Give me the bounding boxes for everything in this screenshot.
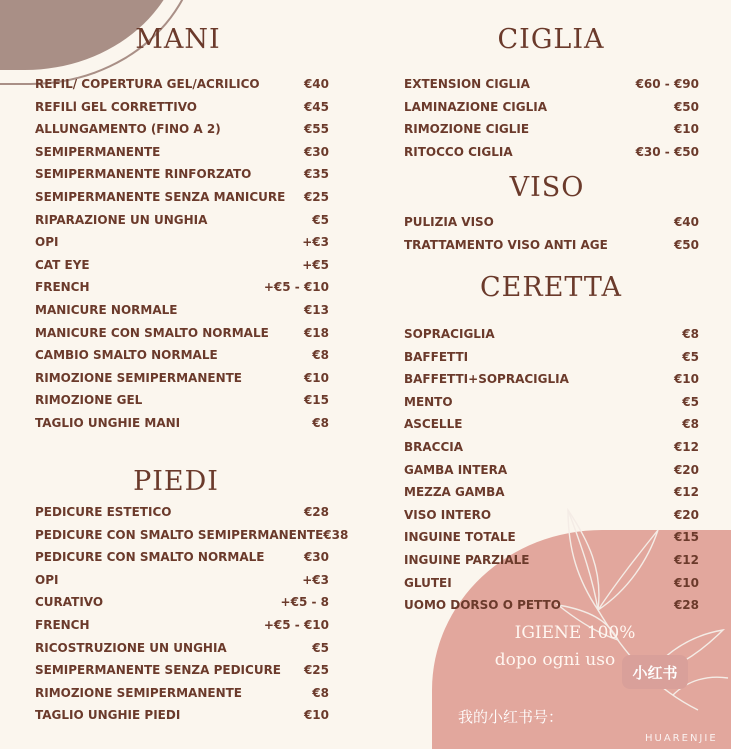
piedi-item <box>35 550 329 564</box>
piedi-item-price: €25 <box>303 663 329 678</box>
piedi-item-price: €5 <box>312 640 329 655</box>
piedi-item <box>35 595 329 609</box>
piedi-item-price: €28 <box>303 505 329 519</box>
mani-item <box>35 303 329 317</box>
mani-item-name: TAGLIO UNGHIE MANI <box>35 416 181 430</box>
igiene-line-2: dopo ogni uso <box>494 650 616 670</box>
mani-item-name: RIPARAZIONE UN UNGHIA <box>35 212 208 227</box>
mani-item-price: +€3 <box>302 235 329 250</box>
ceretta-item-name: BAFFETTI+SOPRACIGLIA <box>404 372 569 387</box>
mani-item-price: €8 <box>312 348 329 363</box>
ceretta-item-name: GAMBA INTERA <box>404 462 508 477</box>
mani-item <box>35 167 329 181</box>
mani-item <box>35 371 329 385</box>
ceretta-item <box>404 327 699 341</box>
mani-item-price: €8 <box>312 416 329 430</box>
mani-item <box>35 235 329 249</box>
ceretta-item <box>404 485 699 499</box>
ciglia-item-name: RITOCCO CIGLIA <box>404 144 513 159</box>
mani-item-name: OPI <box>35 235 59 250</box>
mani-item-name: SEMIPERMANENTE <box>35 144 161 159</box>
piedi-item <box>35 708 329 722</box>
ceretta-item <box>404 350 699 364</box>
piedi-item <box>35 641 329 655</box>
ceretta-item <box>404 417 699 431</box>
ceretta-item-name: VISO INTERO <box>404 507 492 522</box>
watermark-brand: HUARENJIE <box>645 733 718 744</box>
viso-item-price: €40 <box>673 215 699 229</box>
piedi-item-price: €8 <box>312 685 329 700</box>
mani-item-price: €15 <box>303 393 329 408</box>
mani-item-name: MANICURE CON SMALTO NORMALE <box>35 325 269 340</box>
mani-item <box>35 190 329 204</box>
ceretta-item-name: MENTO <box>404 394 453 409</box>
mani-item <box>35 122 329 136</box>
mani-item-name: MANICURE NORMALE <box>35 303 178 317</box>
mani-item-name: CAMBIO SMALTO NORMALE <box>35 348 218 363</box>
mani-item <box>35 77 329 91</box>
mani-item-price: €55 <box>303 122 329 137</box>
ceretta-item <box>404 576 699 590</box>
mani-item-price: €18 <box>303 325 329 340</box>
ceretta-item-name: BRACCIA <box>404 440 464 454</box>
mani-item <box>35 145 329 159</box>
viso-item-name: PULIZIA VISO <box>404 215 494 229</box>
section-title-ceretta: CERETTA <box>480 272 622 303</box>
piedi-item-name: PEDICURE ESTETICO <box>35 505 172 519</box>
mani-item <box>35 326 329 340</box>
mani-item-price: €40 <box>303 77 329 91</box>
ciglia-item <box>404 145 699 159</box>
piedi-item <box>35 573 329 587</box>
ceretta-item <box>404 463 699 477</box>
section-title-piedi: PIEDI <box>133 466 219 497</box>
ciglia-item <box>404 122 699 136</box>
piedi-item <box>35 527 349 542</box>
piedi-item <box>35 618 329 632</box>
ciglia-item-name: LAMINAZIONE CIGLIA <box>404 99 547 114</box>
ciglia-item-price: €50 <box>673 99 699 114</box>
mani-item-name: SEMIPERMANENTE RINFORZATO <box>35 167 252 182</box>
piedi-item-price: +€3 <box>302 572 329 587</box>
piedi-item-name: CURATIVO <box>35 595 104 610</box>
ceretta-item-name: INGUINE TOTALE <box>404 530 516 545</box>
viso-item-name: TRATTAMENTO VISO ANTI AGE <box>404 237 608 252</box>
viso-item-price: €50 <box>673 237 699 252</box>
piedi-item <box>35 686 329 700</box>
ciglia-item-price: €30 - €50 <box>635 144 699 159</box>
mani-item <box>35 258 329 272</box>
piedi-item-price: €10 <box>303 708 329 723</box>
ceretta-item <box>404 372 699 386</box>
ceretta-item <box>404 598 699 612</box>
ciglia-item-price: €60 - €90 <box>635 77 699 91</box>
mani-item-name: ALLUNGAMENTO (FINO A 2) <box>35 122 221 137</box>
piedi-item-name: TAGLIO UNGHIE PIEDI <box>35 708 181 723</box>
ceretta-item-price: €12 <box>673 553 699 567</box>
mani-item-name: REFILl GEL CORRETTIVO <box>35 99 197 114</box>
ceretta-item <box>404 508 699 522</box>
ceretta-item <box>404 440 699 454</box>
section-title-viso: VISO <box>509 172 585 203</box>
mani-item-name: FRENCH <box>35 280 90 295</box>
mani-item-price: €45 <box>303 99 329 114</box>
watermark-id-line: 我的小红书号： <box>458 708 564 726</box>
ciglia-item <box>404 77 699 91</box>
mani-item-price: €25 <box>303 190 329 204</box>
piedi-item-name: FRENCH <box>35 618 90 632</box>
ciglia-item-name: EXTENSION CIGLIA <box>404 77 530 91</box>
mani-item <box>35 393 329 407</box>
ceretta-item-name: UOMO DORSO O PETTO <box>404 598 561 613</box>
ceretta-item <box>404 553 699 567</box>
ceretta-item-price: €12 <box>673 440 699 454</box>
ceretta-item-price: €5 <box>682 349 699 364</box>
mani-item-price: €5 <box>312 212 329 227</box>
ceretta-item-price: €5 <box>682 394 699 409</box>
ceretta-item-price: €8 <box>682 327 699 341</box>
mani-item-name: RIMOZIONE GEL <box>35 393 143 408</box>
ceretta-item-price: €28 <box>673 598 699 613</box>
piedi-item-price: +€5 - 8 <box>280 595 329 610</box>
mani-item-name: REFIL/ COPERTURA GEL/ACRILICO <box>35 77 260 91</box>
viso-item <box>404 238 699 252</box>
mani-item-price: €35 <box>303 167 329 182</box>
mani-item-price: €10 <box>303 370 329 385</box>
ceretta-item-price: €12 <box>673 485 699 500</box>
ceretta-item-name: ASCELLE <box>404 417 463 432</box>
ceretta-item-name: MEZZA GAMBA <box>404 485 505 500</box>
ciglia-item-price: €10 <box>673 122 699 137</box>
mani-item-name: CAT EYE <box>35 257 90 272</box>
mani-item-name: RIMOZIONE SEMIPERMANENTE <box>35 370 243 385</box>
ceretta-item-name: GLUTEI <box>404 575 452 590</box>
piedi-item-price: €38 <box>323 527 349 542</box>
mani-item-price: €30 <box>303 144 329 159</box>
xiaohongshu-badge: 小红书 <box>622 655 688 689</box>
ceretta-item <box>404 395 699 409</box>
piedi-item-name: PEDICURE CON SMALTO NORMALE <box>35 550 265 565</box>
piedi-item-name: SEMIPERMANENTE SENZA PEDICURE <box>35 663 282 678</box>
ceretta-item-name: INGUINE PARZIALE <box>404 553 530 567</box>
mani-item <box>35 280 329 294</box>
piedi-item <box>35 663 329 677</box>
ceretta-item-price: €8 <box>682 417 699 432</box>
piedi-item <box>35 505 329 519</box>
piedi-item-name: PEDICURE CON SMALTO SEMIPERMANENTE <box>35 527 324 542</box>
piedi-item-price: €30 <box>303 550 329 565</box>
ceretta-item-price: €20 <box>673 462 699 477</box>
mani-item <box>35 416 329 430</box>
mani-item <box>35 348 329 362</box>
ceretta-item-name: BAFFETTI <box>404 349 469 364</box>
mani-item-name: SEMIPERMANENTE SENZA MANICURE <box>35 190 286 204</box>
ceretta-item <box>404 530 699 544</box>
piedi-item-price: +€5 - €10 <box>263 618 329 632</box>
mani-item <box>35 213 329 227</box>
ceretta-item-price: €20 <box>673 507 699 522</box>
ceretta-item-price: €10 <box>673 575 699 590</box>
igiene-line-1: IGIENE 100% <box>514 623 636 643</box>
mani-item <box>35 100 329 114</box>
viso-item <box>404 215 699 229</box>
section-title-ciglia: CIGLIA <box>497 24 605 55</box>
mani-item-price: €13 <box>303 303 329 317</box>
section-title-mani: MANI <box>135 24 221 55</box>
mani-item-price: +€5 - €10 <box>263 280 329 295</box>
ciglia-item-name: RIMOZIONE CIGLIE <box>404 122 530 137</box>
piedi-item-name: RICOSTRUZIONE UN UNGHIA <box>35 640 227 655</box>
piedi-item-name: OPI <box>35 572 59 587</box>
piedi-item-name: RIMOZIONE SEMIPERMANENTE <box>35 685 243 700</box>
ciglia-item <box>404 100 699 114</box>
ceretta-item-price: €10 <box>673 372 699 387</box>
ceretta-item-price: €15 <box>673 530 699 545</box>
mani-item-price: +€5 <box>302 257 329 272</box>
ceretta-item-name: SOPRACIGLIA <box>404 327 495 341</box>
